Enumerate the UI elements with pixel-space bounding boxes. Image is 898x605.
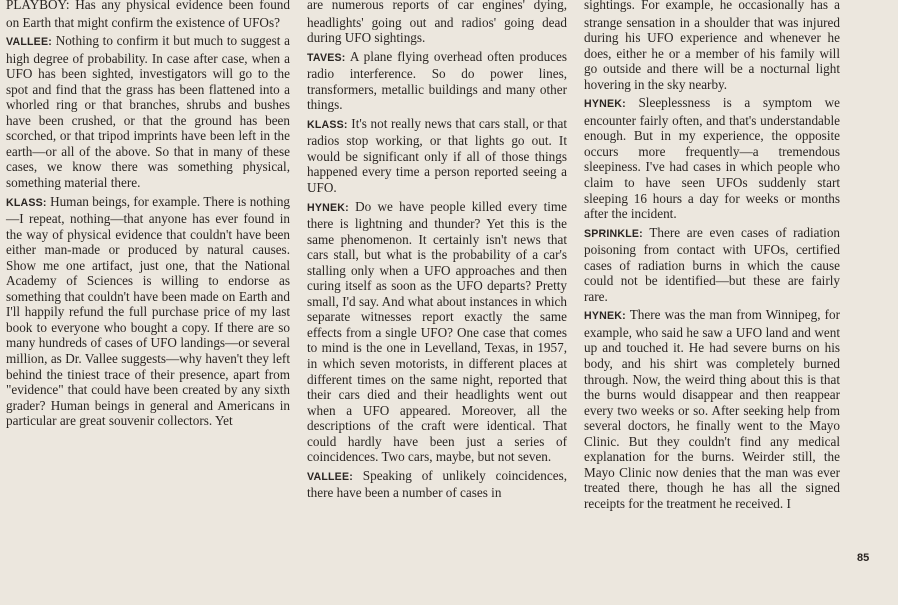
text-column-1 bbox=[6, 0, 290, 432]
paragraph-text: A plane flying overhead often produces radio interference. So do power lines, transformers, metallic buildings and many other things. bbox=[307, 48, 567, 113]
paragraph-text: are numerous reports of car engines' dying, headlights' going out and radios' going dead during UFO sightings. bbox=[307, 0, 567, 46]
speaker-label: VALLEE: bbox=[307, 470, 353, 483]
paragraph-text: PLAYBOY: Has any physical evidence been found on Earth that might confirm the existence of UFOs? bbox=[6, 0, 290, 30]
paragraph bbox=[584, 225, 840, 305]
speaker-label: HYNEK: bbox=[307, 201, 349, 214]
paragraph bbox=[307, 199, 567, 465]
paragraph bbox=[584, 0, 840, 92]
speaker-label: TAVES: bbox=[307, 51, 346, 64]
paragraph-text: There was the man from Winnipeg, for example, who said he saw a UFO land and went up and touched it. He had severe burns on his body, and his shirt was completely burned through. Now, the weird thing about this is that the burns would disappear and then reappear every two weeks or so. After seeking help from several doctors, he finally went to the Mayo Clinic. But they couldn't find any medical explanation for the burns. Weirder still, the Mayo Clinic now denies that the man was ever treated there, though he has all the signed receipts for the treatment he received. I bbox=[584, 307, 841, 511]
speaker-label: KLASS: bbox=[307, 118, 348, 131]
paragraph bbox=[6, 194, 290, 429]
text-column-3 bbox=[584, 0, 840, 515]
paragraph bbox=[584, 95, 840, 221]
paragraph-text: Nothing to confirm it but much to suggest a high degree of probability. In case after case, when a UFO has been sighted, investigators will go to the spot and find that the grass has been flattened into a whorled ring or that branches, shrubs and bushes have been crushed, or that the ground has been scorched, or that tripod imprints have been left in the earth—or all of the above. So that in many of these cases, we know there was something physical, something material there. bbox=[6, 33, 290, 191]
paragraph-text: There are even cases of radiation poisoning from contact with UFOs, certified cases of radiation burns in which the cause could not be identified—but these are fairly rare. bbox=[584, 224, 841, 304]
paragraph-text: Speaking of unlikely coincidences, there have been a number of cases in bbox=[307, 467, 567, 501]
speaker-label: HYNEK: bbox=[584, 310, 626, 323]
text-column-2 bbox=[307, 0, 567, 504]
paragraph bbox=[307, 116, 567, 196]
paragraph bbox=[584, 307, 840, 511]
page-number: 85 bbox=[857, 552, 870, 564]
speaker-label: HYNEK: bbox=[584, 98, 626, 111]
paragraph-text: Sleeplessness is a symptom we encounter fairly often, and that's understandable enough. But in my experience, the opposite occurs more frequently—a tremendous sleepiness. I've had cases in which people who claim to have seen UFOs suddenly start sleeping 16 hours a day for weeks or months after the incident. bbox=[584, 95, 840, 222]
paragraph bbox=[6, 33, 290, 190]
paragraph bbox=[307, 49, 567, 113]
paragraph bbox=[307, 0, 567, 46]
speaker-label: KLASS: bbox=[6, 196, 47, 209]
speaker-label: VALLEE: bbox=[6, 36, 52, 49]
paragraph bbox=[307, 468, 567, 501]
paragraph-text: Do we have people killed every time there is lightning and thunder? Yet this is the same phenomenon. It certainly isn't news that cars stall, but what is the probability of a car's stalling only when a UFO approaches and then curing itself as soon as the UFO departs? Pretty small, I'd say. And what about instances in which separate witnesses report exactly the same effects from a single UFO? One case that comes to mind is the one in Levelland, Texas, in 1957, in which seven motorists, in different places at different times on the same night, reported that their cars died and their headlights went out when a UFO appeared. Moreover, all the descriptions of the craft were identical. That could hardly have been just a series of coincidences. Two cars, maybe, but not seven. bbox=[307, 198, 568, 465]
paragraph-text: Human beings, for example. There is nothing—I repeat, nothing—that anyone has ever found in the way of physical evidence that couldn't have been either man-made or produced by natural causes. Show me one artifact, just one, that the National Academy of Sciences is willing to endorse as something that couldn't have been made on Earth and I'll happily refund the full purchase price of my last book to everyone who bought a copy. If there are so many hundreds of cases of UFO landings—or several million, as Dr. Vallee suggests—why haven't they left behind the tiniest trace of their presence, apart from "evidence" that could have been created by any sixth grader? Human beings in general and Americans in particular are great souvenir collectors. Yet bbox=[6, 193, 291, 429]
paragraph-text: It's not really news that cars stall, or that radios stop working, or that lights go out. It would be significant only if all of those things happened every time a person reported seeing a UFO. bbox=[307, 115, 568, 196]
speaker-label: SPRINKLE: bbox=[584, 227, 643, 240]
paragraph bbox=[6, 0, 290, 30]
paragraph-text: sightings. For example, he occasionally has a strange sensation in a shoulder that was injured during his UFO experience and whenever he does, either he or a member of his family will go outside and there will be a nocturnal light hovering in the sky nearby. bbox=[584, 0, 840, 92]
